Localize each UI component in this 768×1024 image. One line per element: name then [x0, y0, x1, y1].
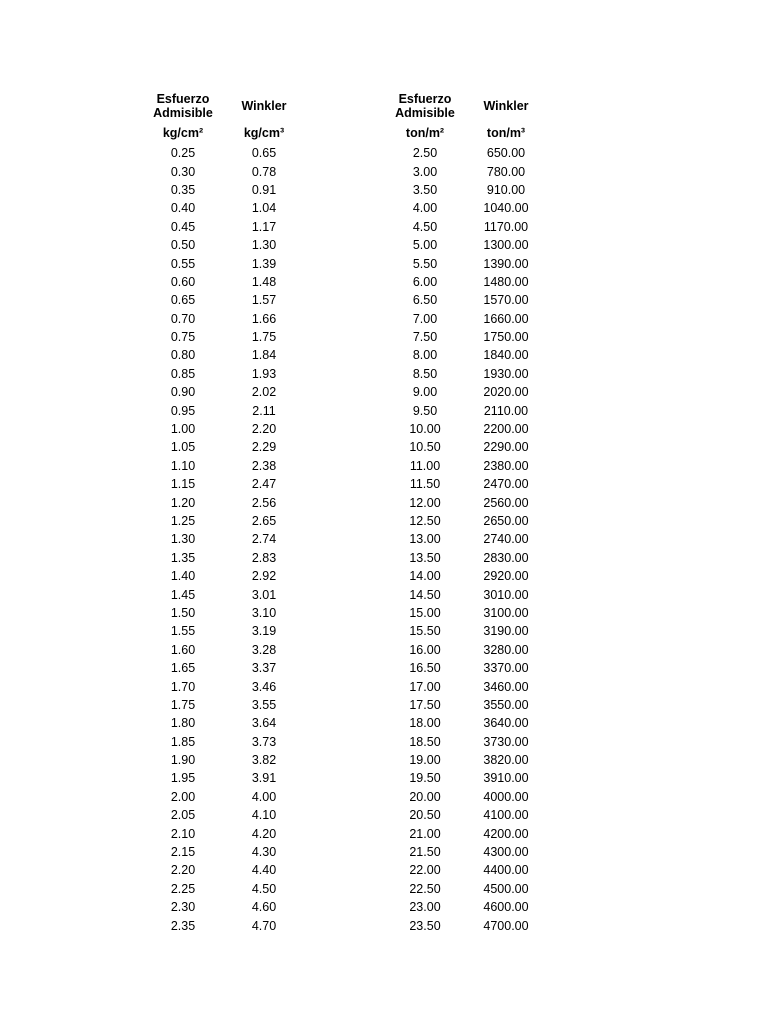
cell-winkler: 1.57 — [251, 293, 277, 308]
table-row — [140, 641, 310, 659]
cell-winkler: 2650.00 — [483, 514, 529, 528]
cell-winkler: 4100.00 — [483, 808, 529, 823]
cell-esfuerzo: 18.50 — [409, 734, 441, 749]
table-row — [382, 144, 552, 162]
cell-esfuerzo: 0.95 — [170, 403, 196, 418]
table-row — [140, 438, 310, 456]
table-row — [382, 457, 552, 475]
cell-esfuerzo: 8.00 — [412, 348, 438, 363]
cell-winkler: 3280.00 — [483, 642, 529, 657]
table-row — [382, 310, 552, 328]
table-row — [382, 567, 552, 585]
table-row — [140, 218, 310, 236]
table-row — [140, 144, 310, 162]
cell-winkler: 3460.00 — [483, 679, 529, 694]
table-row — [140, 751, 310, 769]
cell-winkler: 780.00 — [486, 164, 526, 179]
cell-winkler: 1480.00 — [483, 274, 529, 289]
table-row — [382, 659, 552, 677]
cell-winkler: 1840.00 — [483, 348, 529, 363]
table-row — [140, 236, 310, 254]
table-row — [382, 604, 552, 622]
cell-esfuerzo: 11.00 — [409, 458, 441, 473]
cell-winkler: 2.02 — [251, 385, 277, 400]
cell-esfuerzo: 12.50 — [409, 514, 441, 528]
table-row — [140, 824, 310, 842]
header-esfuerzo-admisible: Esfuerzo Admisible — [153, 92, 213, 120]
table-row — [140, 733, 310, 751]
table-row — [140, 659, 310, 677]
table-row — [382, 181, 552, 199]
cell-esfuerzo: 3.00 — [412, 164, 438, 179]
cell-winkler: 1.04 — [251, 201, 277, 216]
cell-esfuerzo: 16.00 — [409, 642, 441, 657]
units-row — [140, 122, 310, 144]
cell-winkler: 3100.00 — [483, 605, 529, 620]
table-row — [140, 457, 310, 475]
cell-esfuerzo: 1.45 — [170, 587, 196, 602]
cell-winkler: 2.56 — [251, 495, 277, 510]
table-row — [382, 898, 552, 916]
cell-winkler: 2200.00 — [483, 422, 529, 437]
cell-winkler: 3.10 — [251, 605, 277, 620]
table-row — [382, 401, 552, 419]
cell-winkler: 2.74 — [251, 532, 277, 547]
cell-winkler: 4.10 — [251, 808, 277, 823]
cell-esfuerzo: 1.35 — [170, 550, 196, 565]
table-row — [382, 677, 552, 695]
table-row — [382, 218, 552, 236]
cell-esfuerzo: 4.50 — [412, 219, 438, 234]
header-esfuerzo-admisible: Esfuerzo Admisible — [395, 92, 455, 120]
cell-winkler: 3.19 — [251, 624, 277, 639]
table-row — [382, 346, 552, 364]
table-row — [382, 622, 552, 640]
cell-esfuerzo: 0.50 — [170, 238, 196, 253]
cell-esfuerzo: 13.00 — [409, 532, 441, 547]
cell-winkler: 4.40 — [251, 863, 277, 878]
cell-winkler: 4600.00 — [483, 900, 529, 915]
cell-esfuerzo: 1.30 — [170, 532, 196, 547]
table-row — [140, 530, 310, 548]
cell-winkler: 2.20 — [251, 422, 277, 437]
table-row — [140, 310, 310, 328]
cell-esfuerzo: 1.60 — [170, 642, 196, 657]
unit-esfuerzo: ton/m² — [405, 126, 445, 140]
cell-esfuerzo: 0.85 — [170, 366, 196, 381]
table-row — [140, 585, 310, 603]
table-row — [382, 751, 552, 769]
table-row — [140, 346, 310, 364]
table-row — [140, 475, 310, 493]
cell-winkler: 2.11 — [252, 403, 276, 418]
table-row — [382, 493, 552, 511]
cell-esfuerzo: 15.00 — [409, 605, 441, 620]
cell-esfuerzo: 19.50 — [409, 771, 441, 786]
cell-esfuerzo: 0.40 — [170, 201, 196, 216]
cell-esfuerzo: 0.25 — [170, 146, 196, 161]
cell-esfuerzo: 17.50 — [409, 697, 441, 712]
cell-winkler: 2.83 — [251, 550, 277, 565]
cell-winkler: 1.17 — [251, 219, 277, 234]
table-row — [382, 254, 552, 272]
cell-winkler: 1.66 — [251, 311, 277, 326]
cell-winkler: 2.65 — [251, 514, 277, 528]
table-row — [140, 677, 310, 695]
cell-esfuerzo: 2.25 — [170, 881, 196, 896]
cell-winkler: 3370.00 — [483, 661, 529, 676]
cell-winkler: 3820.00 — [483, 753, 529, 768]
cell-winkler: 2560.00 — [483, 495, 529, 510]
cell-esfuerzo: 14.50 — [409, 587, 441, 602]
table-row — [382, 585, 552, 603]
cell-esfuerzo: 0.35 — [170, 182, 196, 197]
cell-esfuerzo: 23.50 — [409, 918, 441, 933]
cell-winkler: 3.37 — [251, 661, 277, 676]
table-ton-units — [382, 90, 552, 935]
cell-winkler: 3.46 — [251, 679, 277, 694]
cell-winkler: 2.29 — [251, 440, 277, 455]
cell-winkler: 3.28 — [251, 642, 277, 657]
unit-winkler: kg/cm³ — [243, 126, 285, 140]
cell-esfuerzo: 1.70 — [170, 679, 196, 694]
cell-esfuerzo: 1.00 — [170, 422, 196, 437]
header-row — [382, 90, 552, 122]
table-row — [382, 291, 552, 309]
cell-esfuerzo: 2.05 — [170, 808, 196, 823]
cell-winkler: 4000.00 — [483, 789, 529, 804]
table-row — [382, 549, 552, 567]
cell-winkler: 1.84 — [251, 348, 277, 363]
cell-winkler: 2470.00 — [483, 477, 529, 492]
cell-esfuerzo: 2.35 — [170, 918, 196, 933]
table-row — [140, 549, 310, 567]
cell-esfuerzo: 4.00 — [412, 201, 438, 216]
table-body — [140, 144, 310, 935]
table-row — [382, 236, 552, 254]
cell-winkler: 1750.00 — [483, 330, 529, 345]
cell-winkler: 3.82 — [251, 753, 277, 768]
table-row — [382, 365, 552, 383]
table-row — [140, 843, 310, 861]
table-row — [382, 383, 552, 401]
cell-esfuerzo: 18.00 — [409, 716, 441, 731]
table-row — [140, 328, 310, 346]
table-row — [140, 788, 310, 806]
header-winkler: Winkler — [241, 99, 287, 113]
table-row — [140, 512, 310, 530]
cell-esfuerzo: 11.50 — [409, 477, 441, 492]
cell-esfuerzo: 19.00 — [409, 753, 441, 768]
cell-esfuerzo: 1.50 — [170, 605, 196, 620]
cell-esfuerzo: 1.85 — [170, 734, 196, 749]
cell-esfuerzo: 2.50 — [412, 146, 438, 161]
cell-winkler: 1.30 — [251, 238, 277, 253]
cell-winkler: 3.64 — [251, 716, 277, 731]
cell-esfuerzo: 1.95 — [170, 771, 196, 786]
cell-esfuerzo: 1.55 — [170, 624, 196, 639]
cell-winkler: 2020.00 — [483, 385, 529, 400]
table-row — [140, 567, 310, 585]
cell-esfuerzo: 1.15 — [170, 477, 196, 492]
cell-winkler: 4.00 — [251, 789, 277, 804]
table-row — [382, 806, 552, 824]
table-row — [140, 861, 310, 879]
cell-winkler: 1.75 — [251, 330, 277, 345]
cell-winkler: 2920.00 — [483, 569, 529, 584]
cell-winkler: 1660.00 — [483, 311, 529, 326]
cell-winkler: 4.60 — [251, 900, 277, 915]
cell-winkler: 4.70 — [251, 918, 277, 933]
cell-winkler: 1.93 — [251, 366, 277, 381]
cell-winkler: 2380.00 — [483, 458, 529, 473]
cell-winkler: 1570.00 — [483, 293, 529, 308]
table-row — [382, 861, 552, 879]
cell-esfuerzo: 0.45 — [170, 219, 196, 234]
cell-esfuerzo: 0.65 — [170, 293, 196, 308]
table-row — [140, 622, 310, 640]
cell-winkler: 4700.00 — [483, 918, 529, 933]
unit-winkler: ton/m³ — [486, 126, 526, 140]
cell-esfuerzo: 16.50 — [409, 661, 441, 676]
cell-esfuerzo: 17.00 — [409, 679, 441, 694]
cell-winkler: 2830.00 — [483, 550, 529, 565]
table-row — [382, 769, 552, 787]
cell-esfuerzo: 1.40 — [170, 569, 196, 584]
cell-winkler: 1390.00 — [483, 256, 529, 271]
cell-winkler: 2.38 — [251, 458, 277, 473]
table-row — [382, 696, 552, 714]
cell-esfuerzo: 2.15 — [170, 845, 196, 860]
cell-esfuerzo: 2.00 — [170, 789, 196, 804]
cell-winkler: 3640.00 — [483, 716, 529, 731]
table-row — [140, 162, 310, 180]
cell-esfuerzo: 2.10 — [170, 826, 196, 841]
cell-esfuerzo: 6.00 — [412, 274, 438, 289]
cell-esfuerzo: 0.30 — [170, 164, 196, 179]
cell-esfuerzo: 1.65 — [170, 661, 196, 676]
table-row — [382, 328, 552, 346]
table-row — [140, 493, 310, 511]
table-row — [382, 438, 552, 456]
units-row — [382, 122, 552, 144]
cell-winkler: 650.00 — [486, 146, 526, 161]
table-body — [382, 144, 552, 935]
cell-esfuerzo: 2.20 — [170, 863, 196, 878]
cell-esfuerzo: 20.00 — [409, 789, 441, 804]
cell-esfuerzo: 5.50 — [412, 256, 438, 271]
table-row — [382, 714, 552, 732]
cell-esfuerzo: 6.50 — [412, 293, 438, 308]
table-row — [140, 365, 310, 383]
cell-esfuerzo: 20.50 — [409, 808, 441, 823]
cell-winkler: 4300.00 — [483, 845, 529, 860]
cell-winkler: 4200.00 — [483, 826, 529, 841]
table-row — [140, 696, 310, 714]
cell-winkler: 3.91 — [251, 771, 277, 786]
cell-winkler: 3910.00 — [483, 771, 529, 786]
cell-esfuerzo: 14.00 — [409, 569, 441, 584]
cell-esfuerzo: 10.50 — [409, 440, 441, 455]
table-row — [140, 714, 310, 732]
table-row — [382, 788, 552, 806]
table-row — [382, 733, 552, 751]
cell-esfuerzo: 0.70 — [170, 311, 196, 326]
cell-esfuerzo: 1.80 — [170, 716, 196, 731]
cell-esfuerzo: 1.10 — [170, 458, 196, 473]
table-row — [382, 475, 552, 493]
table-row — [382, 843, 552, 861]
cell-winkler: 4500.00 — [483, 881, 529, 896]
cell-winkler: 3.55 — [251, 697, 277, 712]
cell-winkler: 1930.00 — [483, 366, 529, 381]
table-kg-units — [140, 90, 310, 935]
cell-winkler: 4.50 — [251, 881, 277, 896]
table-row — [140, 916, 310, 934]
table-row — [382, 880, 552, 898]
cell-esfuerzo: 7.50 — [412, 330, 438, 345]
table-row — [140, 898, 310, 916]
table-row — [140, 604, 310, 622]
cell-winkler: 3550.00 — [483, 697, 529, 712]
cell-esfuerzo: 2.30 — [170, 900, 196, 915]
cell-winkler: 910.00 — [486, 182, 526, 197]
table-row — [140, 880, 310, 898]
table-row — [140, 420, 310, 438]
cell-esfuerzo: 22.00 — [409, 863, 441, 878]
table-row — [140, 769, 310, 787]
cell-winkler: 4400.00 — [483, 863, 529, 878]
cell-esfuerzo: 0.55 — [170, 256, 196, 271]
table-row — [382, 530, 552, 548]
cell-esfuerzo: 9.00 — [412, 385, 438, 400]
cell-esfuerzo: 8.50 — [412, 366, 438, 381]
table-row — [382, 824, 552, 842]
cell-esfuerzo: 21.00 — [409, 826, 441, 841]
cell-winkler: 0.78 — [251, 164, 277, 179]
table-row — [382, 162, 552, 180]
cell-esfuerzo: 0.80 — [170, 348, 196, 363]
cell-winkler: 3190.00 — [483, 624, 529, 639]
table-row — [140, 291, 310, 309]
cell-esfuerzo: 5.00 — [412, 238, 438, 253]
cell-winkler: 1.48 — [251, 274, 277, 289]
cell-winkler: 3730.00 — [483, 734, 529, 749]
table-row — [382, 199, 552, 217]
cell-winkler: 2.92 — [251, 569, 277, 584]
header-winkler: Winkler — [483, 99, 529, 113]
cell-winkler: 0.65 — [251, 146, 277, 161]
cell-esfuerzo: 1.25 — [170, 514, 196, 528]
cell-winkler: 4.20 — [251, 826, 277, 841]
table-row — [140, 273, 310, 291]
header-row — [140, 90, 310, 122]
cell-esfuerzo: 23.00 — [409, 900, 441, 915]
table-row — [140, 254, 310, 272]
cell-esfuerzo: 13.50 — [409, 550, 441, 565]
cell-winkler: 1170.00 — [483, 219, 529, 234]
table-row — [382, 512, 552, 530]
table-row — [382, 916, 552, 934]
cell-esfuerzo: 15.50 — [409, 624, 441, 639]
cell-winkler: 3.01 — [251, 587, 277, 602]
cell-esfuerzo: 10.00 — [409, 422, 441, 437]
cell-winkler: 0.91 — [251, 182, 277, 197]
table-row — [140, 806, 310, 824]
cell-esfuerzo: 1.05 — [170, 440, 196, 455]
cell-winkler: 2.47 — [251, 477, 277, 492]
cell-winkler: 2110.00 — [483, 403, 529, 418]
cell-esfuerzo: 1.90 — [170, 753, 196, 768]
cell-esfuerzo: 1.20 — [170, 495, 196, 510]
cell-esfuerzo: 21.50 — [409, 845, 441, 860]
unit-esfuerzo: kg/cm² — [162, 126, 204, 140]
table-row — [140, 181, 310, 199]
cell-winkler: 4.30 — [251, 845, 277, 860]
table-row — [140, 383, 310, 401]
table-row — [382, 273, 552, 291]
cell-esfuerzo: 0.75 — [170, 330, 196, 345]
table-row — [382, 420, 552, 438]
table-row — [140, 401, 310, 419]
cell-winkler: 2740.00 — [483, 532, 529, 547]
cell-winkler: 1.39 — [251, 256, 277, 271]
cell-winkler: 3010.00 — [483, 587, 529, 602]
cell-esfuerzo: 12.00 — [409, 495, 441, 510]
cell-esfuerzo: 1.75 — [170, 697, 196, 712]
cell-winkler: 1040.00 — [483, 201, 529, 216]
cell-winkler: 2290.00 — [483, 440, 529, 455]
table-row — [382, 641, 552, 659]
table-row — [140, 199, 310, 217]
cell-esfuerzo: 22.50 — [409, 881, 441, 896]
cell-esfuerzo: 9.50 — [412, 403, 438, 418]
cell-winkler: 1300.00 — [483, 238, 529, 253]
cell-esfuerzo: 0.90 — [170, 385, 196, 400]
cell-esfuerzo: 7.00 — [412, 311, 438, 326]
cell-esfuerzo: 3.50 — [412, 182, 438, 197]
cell-esfuerzo: 0.60 — [170, 274, 196, 289]
cell-winkler: 3.73 — [251, 734, 277, 749]
